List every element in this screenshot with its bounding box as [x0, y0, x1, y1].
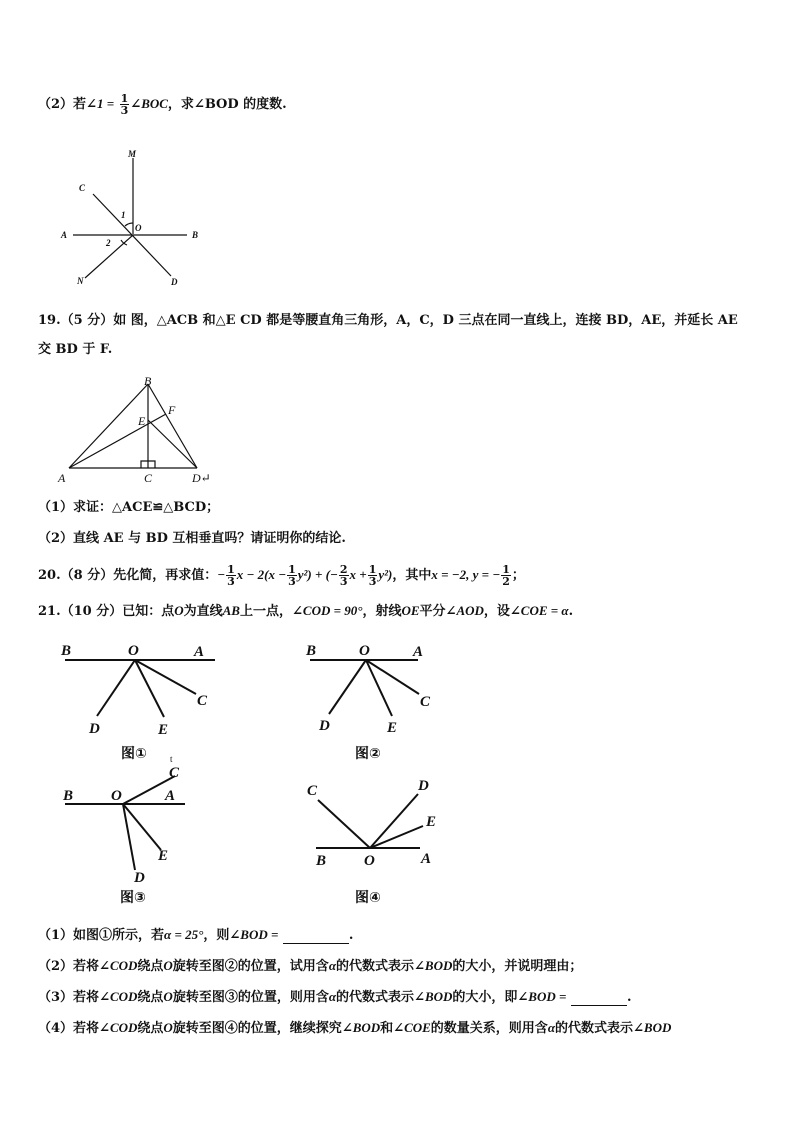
label-d: D: [171, 277, 178, 287]
q21-p2-d: 的代数式表示: [336, 959, 415, 974]
q21-intro-d: ，射线: [362, 604, 402, 619]
caption-fig-1: 图①: [121, 746, 147, 762]
ray-od: [329, 660, 366, 714]
label-a: A: [58, 471, 66, 485]
alpha-symbol: α: [328, 989, 337, 1004]
q20-end: ；: [511, 568, 525, 583]
label-c: C: [420, 694, 431, 710]
frac-num: 1: [120, 92, 129, 105]
frac-den: 3: [227, 575, 235, 588]
label-d: D: [418, 778, 429, 794]
q20-prefix: 20.（8 分）先化简，再求值：: [38, 568, 218, 583]
q21-part4: （4）若将∠COD绕点O旋转至图④的位置，继续探究∠BOD和∠COE的数量关系，则用含α的代数式表示∠BOD: [38, 1020, 672, 1036]
angle-boc: ∠BOC: [130, 96, 168, 111]
q21-intro-b: 为直线: [183, 604, 223, 619]
label-a: A: [165, 788, 176, 804]
frac-num: 1: [502, 563, 510, 576]
angle-cod: ∠COD: [99, 989, 138, 1004]
point-o: O: [163, 989, 173, 1004]
label-c: C: [144, 471, 153, 485]
label-d: D↵: [192, 471, 211, 485]
q21-intro-g: .: [568, 604, 574, 619]
angle-1-symbol: ∠1 =: [86, 96, 115, 111]
label-e: E: [387, 720, 398, 736]
label-e: E: [138, 414, 146, 428]
q19-figure: [55, 372, 215, 488]
label-2: 2: [106, 238, 111, 248]
q20-term-3: x +: [349, 567, 367, 582]
q20-term-2: y²) + (−: [297, 567, 338, 582]
q21-p3-g: .: [626, 990, 632, 1005]
q21-part1: [38, 927, 353, 944]
q20-frac-5: [501, 564, 511, 587]
q20-sign: −: [217, 567, 226, 582]
label-e: E: [426, 814, 437, 830]
frac-den: 2: [502, 575, 510, 588]
angle-coe: ∠COE: [393, 1020, 431, 1035]
angle-aod: ∠AOD: [445, 603, 484, 618]
q21-intro: [38, 603, 573, 620]
point-o: O: [163, 1020, 173, 1035]
q21-part3: （3）若将∠COD绕点O旋转至图③的位置，则用含α的代数式表示∠BOD的大小，即∠BOD = .: [38, 989, 632, 1005]
q19-part2: （2）直线 AE 与 BD 互相垂直吗？请证明你的结论.: [38, 531, 346, 546]
label-o: O: [359, 643, 370, 659]
q21-part2: [38, 958, 582, 975]
q18-part2-suffix: ，求∠BOD 的度数.: [167, 97, 287, 112]
q19-line1: 19.（5 分）如 图，△ACB 和△E CD 都是等腰直角三角形，A，C，D 三点在同一直线上，连接 BD，AE，并延长 AE: [38, 313, 738, 328]
q20-term-1: x − 2(x −: [236, 567, 287, 582]
q21-figure-3: [55, 762, 225, 912]
line-ab-symbol: AB: [222, 603, 240, 618]
q21-p2-a: （2）若将: [38, 959, 100, 974]
angle-bod: ∠BOD: [341, 1020, 381, 1035]
q21-intro-f: ，设: [483, 604, 510, 619]
label-a: A: [194, 644, 205, 660]
frac-den: 3: [368, 575, 377, 588]
q21-p4-b: 绕点: [137, 1021, 164, 1036]
label-m: M: [128, 149, 137, 159]
q20-frac-4: [368, 564, 378, 587]
frac-den: 3: [288, 575, 296, 588]
angle-1-arc: [125, 223, 133, 226]
angle-bod: ∠BOD: [633, 1020, 672, 1035]
stray-mark: t: [170, 754, 173, 764]
label-b: B: [144, 374, 152, 388]
label-n: N: [77, 276, 84, 286]
angle-coe-alpha: ∠COE = α: [509, 603, 569, 618]
label-a: A: [61, 230, 68, 240]
segment-ab: [69, 384, 148, 468]
ray-od: [123, 804, 135, 870]
label-o: O: [364, 853, 375, 869]
ray-oe-symbol: OE: [401, 603, 420, 618]
caption-fig-3: 图③: [120, 890, 146, 906]
label-o: O: [128, 643, 139, 659]
q18-part2: [38, 93, 287, 116]
caption-fig-2: 图②: [355, 746, 381, 762]
angle-cod-90: ∠COD = 90°: [292, 603, 363, 618]
angle-bod-eq: ∠BOD =: [517, 989, 567, 1004]
q20-term-4: y²): [378, 567, 393, 582]
q19-line2: 交 BD 于 F.: [38, 342, 113, 357]
point-o: O: [163, 958, 173, 973]
q20-frac-3: [339, 564, 349, 587]
q20-frac-1: [226, 564, 236, 587]
q21-p2-b: 绕点: [137, 959, 164, 974]
q20-where: ，其中: [392, 568, 432, 583]
q21-p2-e: 的大小，并说明理由；: [452, 959, 583, 974]
q21-p4-e: 的数量关系，则用含: [430, 1021, 548, 1036]
ray-od: [97, 660, 135, 716]
q21-p3-e: 的大小，即: [452, 990, 518, 1005]
label-f: F: [168, 403, 176, 417]
label-d: D: [89, 721, 100, 737]
q21-intro-a: 21.（10 分）已知：点: [38, 604, 175, 619]
q21-p3-d: 的代数式表示: [336, 990, 415, 1005]
label-d: D: [134, 870, 145, 886]
fraction-one-third: [120, 93, 130, 116]
label-o: O: [111, 788, 122, 804]
frac-num: 1: [288, 563, 296, 576]
label-c: C: [307, 783, 318, 799]
q21-intro-c: 上一点，: [239, 604, 292, 619]
frac-num: 1: [227, 563, 235, 576]
ray-od: [370, 794, 418, 848]
label-b: B: [306, 643, 317, 659]
q21-p4-f: 的代数式表示: [555, 1021, 634, 1036]
segment-af: [69, 414, 166, 468]
q21-figure-1: [55, 638, 225, 768]
label-e: E: [158, 722, 169, 738]
q20-condition: x = −2, y = −: [431, 567, 501, 582]
segment-bd: [148, 384, 197, 468]
label-d: D: [319, 718, 330, 734]
label-b: B: [192, 230, 199, 240]
q19-part1: （1）求证：△ACE≌△BCD；: [38, 500, 220, 515]
caption-fig-4: 图④: [355, 890, 381, 906]
frac-den: 3: [339, 575, 348, 588]
frac-num: 1: [368, 563, 377, 576]
frac-num: 2: [339, 563, 348, 576]
alpha-symbol: α: [328, 958, 337, 973]
angle-bod: ∠BOD: [414, 989, 453, 1004]
label-o: O: [135, 223, 142, 233]
q18-figure: [55, 148, 215, 288]
q21-intro-e: 平分: [419, 604, 446, 619]
label-c: C: [79, 183, 86, 193]
q21-p1-e: .: [348, 928, 354, 943]
q21-p1-c: ，则: [203, 928, 230, 943]
ray-oc: [318, 800, 370, 848]
label-b: B: [61, 643, 72, 659]
label-b: B: [316, 853, 327, 869]
q21-p4-and: 和: [380, 1021, 394, 1036]
label-c: C: [197, 693, 208, 709]
angle-bod-eq: ∠BOD =: [229, 927, 279, 942]
ray-oe: [123, 804, 161, 850]
label-a: A: [413, 644, 424, 660]
q21-figure-4: [300, 768, 470, 913]
answer-blank-1[interactable]: [283, 931, 349, 944]
label-a: A: [421, 851, 432, 867]
q21-figure-2: [300, 638, 470, 768]
answer-blank-3[interactable]: [571, 993, 627, 1006]
angle-cod: ∠COD: [99, 1020, 138, 1035]
angle-bod: ∠BOD: [414, 958, 453, 973]
point-o: O: [174, 603, 184, 618]
frac-den: 3: [120, 104, 129, 117]
q18-part2-prefix: （2）若: [38, 97, 87, 112]
q21-p4-c: 旋转至图④的位置，继续探究: [172, 1021, 342, 1036]
ray-oe: [370, 826, 423, 848]
alpha-symbol: α: [547, 1020, 556, 1035]
q20-line: [38, 564, 525, 587]
q21-p1-a: （1）如图①所示，若: [38, 928, 165, 943]
q21-p2-c: 旋转至图②的位置，试用含: [172, 959, 329, 974]
label-b: B: [63, 788, 74, 804]
alpha-25: α = 25°: [164, 927, 204, 942]
label-1: 1: [121, 210, 126, 220]
label-c: C: [169, 765, 180, 781]
angle-cod: ∠COD: [99, 958, 138, 973]
q21-p3-c: 旋转至图③的位置，则用含: [172, 990, 329, 1005]
label-e: E: [158, 848, 169, 864]
q21-p3-b: 绕点: [137, 990, 164, 1005]
q20-frac-2: [287, 564, 297, 587]
